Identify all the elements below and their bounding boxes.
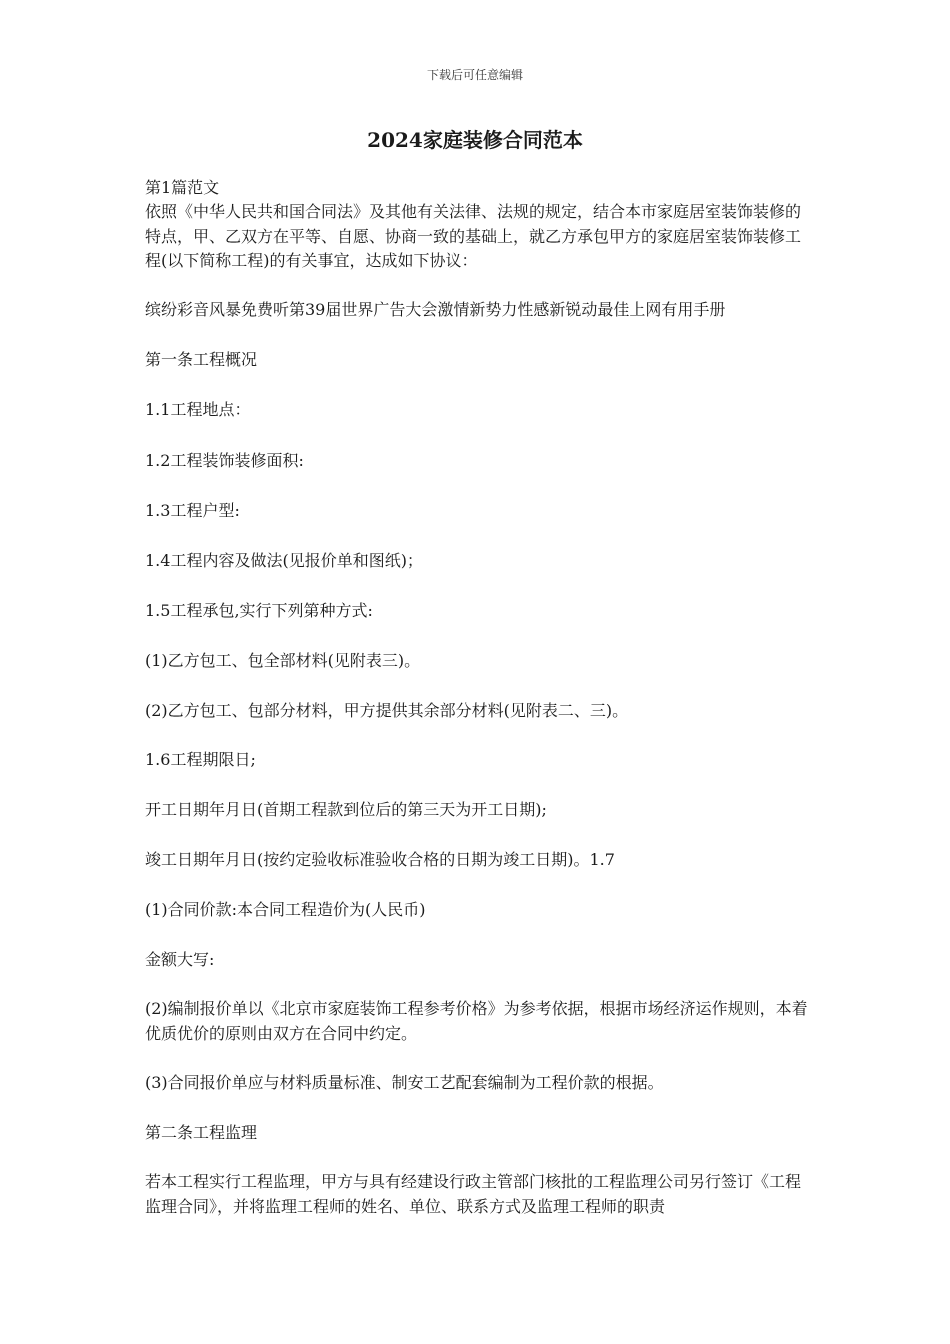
preamble-paragraph: 依照《中华人民共和国合同法》及其他有关法律、法规的规定，结合本市家庭居室装饰装修的特点，甲、乙双方在平等、自愿、协商一致的基础上，就乙方承包甲方的家庭居室装饰装修工程(以下简称工程)的有关事宜，达成如下协议： xyxy=(145,202,802,270)
clause-paragraph: 1.2工程装饰装修面积: xyxy=(145,451,304,470)
clause-paragraph: 竣工日期年月日(按约定验收标准验收合格的日期为竣工日期)。1.7 xyxy=(145,850,615,869)
clause-paragraph: 1.4工程内容及做法(见报价单和图纸)； xyxy=(145,551,423,570)
clause-paragraph: 金额大写: xyxy=(145,950,215,969)
inserted-text-paragraph: 缤纷彩音风暴免费听第39届世界广告大会激情新势力性感新锐动最佳上网有用手册 xyxy=(145,300,726,319)
article-heading: 第二条工程监理 xyxy=(145,1123,258,1142)
clause-paragraph: (2)编制报价单以《北京市家庭装饰工程参考价格》为参考依据，根据市场经济运作规则，本着优质优价的原则由双方在合同中约定。 xyxy=(145,999,808,1043)
clause-paragraph: (1)合同价款:本合同工程造价为(人民币) xyxy=(145,900,426,919)
clause-paragraph: (3)合同报价单应与材料质量标准、制安工艺配套编制为工程价款的根据。 xyxy=(145,1073,664,1092)
clause-paragraph: (1)乙方包工、包全部材料(见附表三)。 xyxy=(145,651,421,670)
clause-paragraph: 1.5工程承包,实行下列第种方式: xyxy=(145,601,373,620)
clause-paragraph: 1.3工程户型: xyxy=(145,501,240,520)
header-note: 下载后可任意编辑 xyxy=(426,68,523,82)
clause-paragraph: (2)乙方包工、包部分材料，甲方提供其余部分材料(见附表二、三)。 xyxy=(145,701,629,720)
clause-paragraph: 1.1工程地点： xyxy=(145,400,251,419)
clause-paragraph: 1.6工程期限日; xyxy=(145,750,256,769)
document-title: 2024家庭装修合同范本 xyxy=(367,128,583,152)
clause-paragraph: 若本工程实行工程监理，甲方与具有经建设行政主管部门核批的工程监理公司另行签订《工程监理合同》，并将监理工程师的姓名、单位、联系方式及监理工程师的职责 xyxy=(145,1172,802,1216)
section-label: 第1篇范文 xyxy=(145,178,220,197)
clause-paragraph: 开工日期年月日(首期工程款到位后的第三天为开工日期); xyxy=(145,800,547,819)
article-heading: 第一条工程概况 xyxy=(145,350,258,369)
